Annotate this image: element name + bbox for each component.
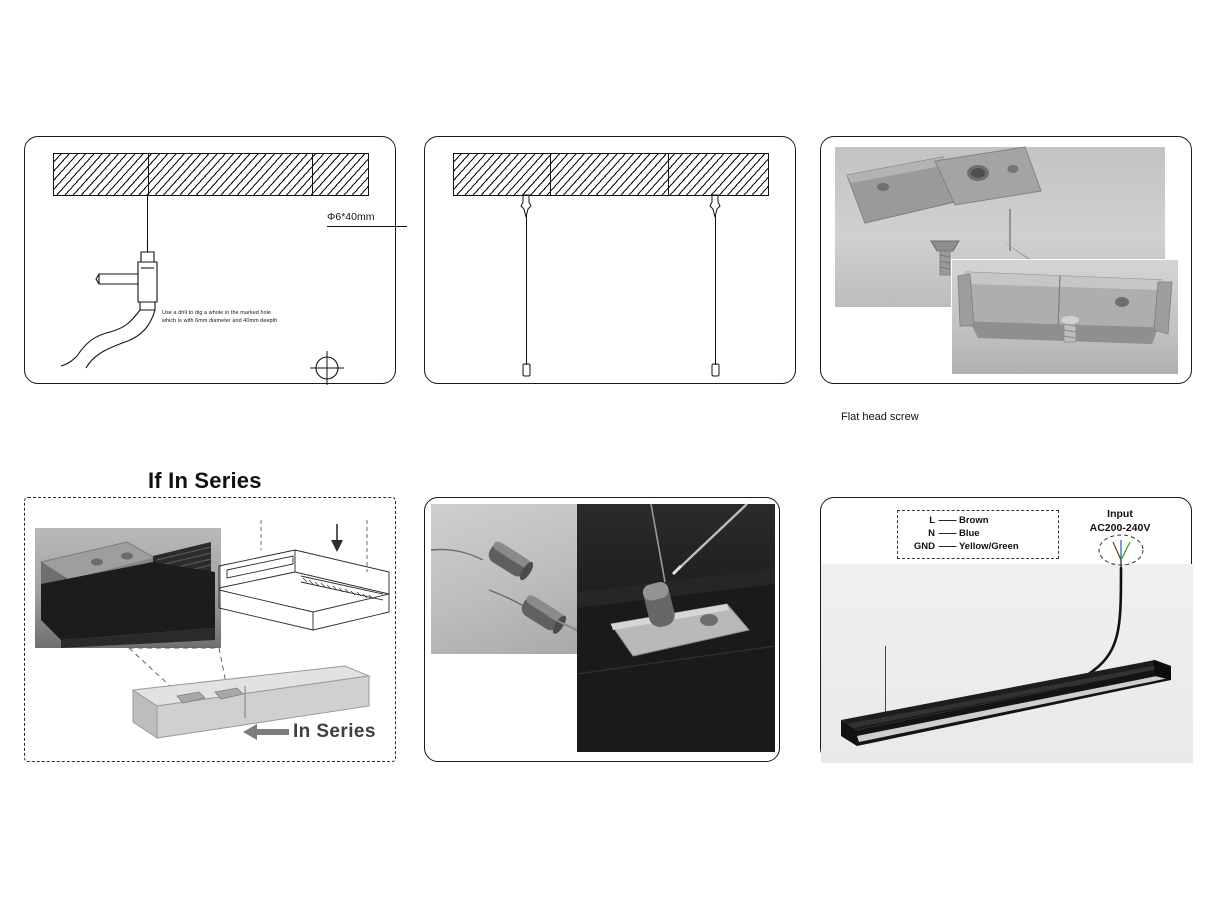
legend-value: Yellow/Green (959, 540, 1019, 552)
flat-head-screw-caption: Flat head screw (841, 411, 919, 423)
cable-gripper-left (521, 362, 532, 378)
legend-key: GND (913, 540, 935, 552)
input-title: Input (1107, 508, 1133, 520)
drill-note-text: Use a drill to dig a whole in the marked hole which is with 6mm diameter and 40mm deepth (162, 310, 278, 325)
legend-dash: —— (938, 540, 956, 552)
cable-gripper-right (710, 362, 721, 378)
wiring-legend (897, 510, 1059, 559)
legend-value: Brown (959, 515, 989, 526)
ceiling-slab (53, 153, 369, 196)
panel-wiring-step (820, 497, 1192, 762)
legend-key: N (928, 527, 935, 539)
in-series-arrow-icon (243, 722, 289, 742)
cable-line-right (715, 215, 716, 365)
legend-row (905, 515, 1051, 528)
series-fixture-drawing (39, 666, 395, 766)
input-voltage: AC200-240V (1089, 522, 1151, 534)
legend-key: L (929, 515, 935, 526)
panel-drill-step (24, 136, 396, 384)
legend-row (905, 528, 1051, 541)
hole-diameter-symbol (308, 349, 346, 387)
drill-axis-line (147, 196, 148, 246)
bracket-inset-photo (951, 259, 1179, 375)
panel-in-series-step (24, 497, 396, 762)
panel-mount-step (424, 497, 780, 762)
legend-value: Blue (959, 527, 980, 539)
hole-dimension-label: Φ6*40mm (327, 211, 375, 223)
ceiling-slab (453, 153, 769, 196)
linear-fixture-illustration (837, 658, 1181, 754)
gripper-install-photo (577, 504, 775, 752)
panel-cable-step (424, 136, 796, 384)
legend-dash: —— (938, 515, 956, 526)
dimension-leader-line (327, 226, 407, 227)
drill-tool-illustration (55, 240, 195, 370)
legend-row (905, 541, 1051, 554)
in-series-label: In Series (293, 721, 376, 742)
section-title-if-in-series: If In Series (148, 468, 262, 493)
cable-line-left (526, 215, 527, 365)
series-connector-photo (35, 528, 221, 648)
panel-bracket-step (820, 136, 1192, 423)
legend-dash: —— (938, 527, 956, 539)
series-profile-drawing (217, 520, 395, 660)
